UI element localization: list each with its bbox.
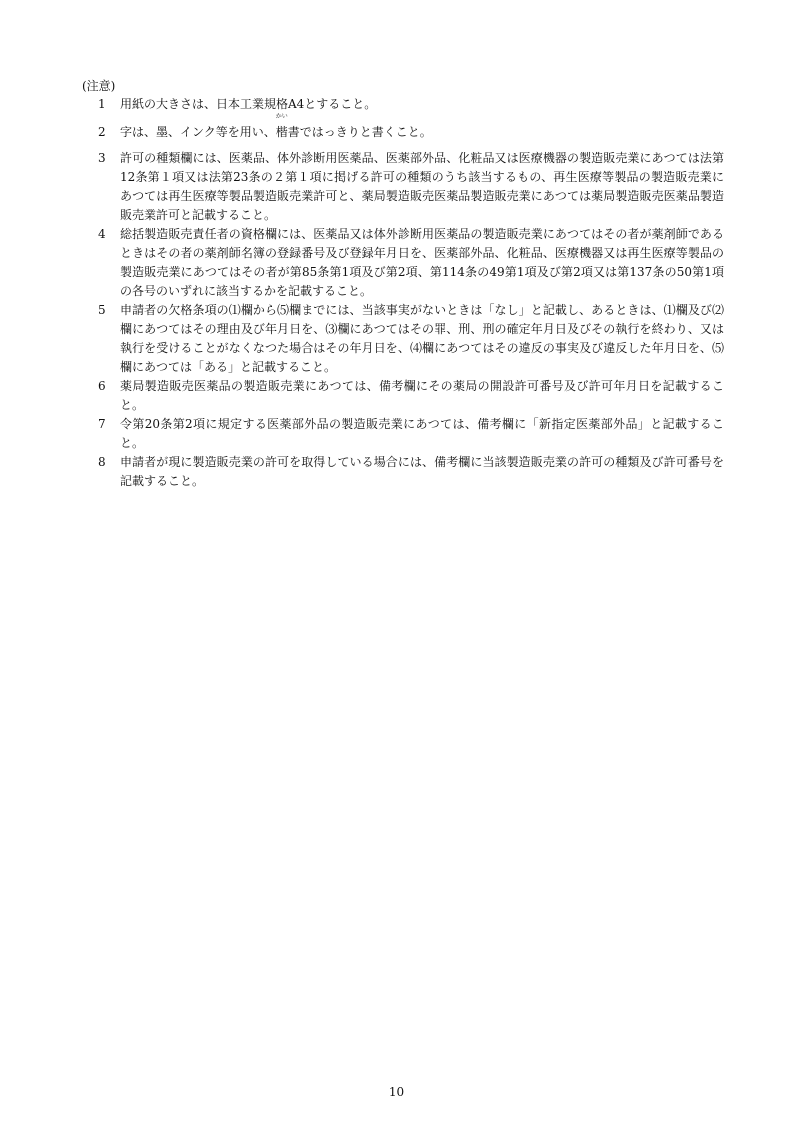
note-text-after: 書ではっきりと書くこと。 [287,125,432,139]
notes-list [98,95,724,491]
note-number: 4 [98,227,106,241]
note-number: 3 [98,151,106,165]
note-number: 1 [98,97,106,111]
note-item-1 [98,95,724,114]
note-text [114,113,724,142]
note-item-6 [98,377,724,415]
note-text: 令第20条第2項に規定する医薬部外品の製造販売業にあつては、備考欄に「新指定医薬部外品」と記載すること。 [120,417,724,450]
note-number: 6 [98,379,106,393]
note-number: 8 [98,455,106,469]
note-item-2 [98,113,724,142]
note-text: 薬局製造販売医薬品の製造販売業にあつては、備考欄にその薬局の開設許可番号及び許可年月日を記載すること。 [120,379,724,412]
note-text: 申請者の欠格条項の⑴欄から⑸欄までには、当該事実がないときは「なし」と記載し、あるときは、⑴欄及び⑵欄にあつてはその理由及び年月日を、⑶欄にあつてはその罪、刑、刑の確定年月日及びその執行を終わり、又は執行を受けることがなくなつた場合はその年月日を、⑷欄にあつてはその違反の事実及び違反した年月日を、⑸欄にあつては「ある」と記載すること。 [120,303,724,374]
note-item-8 [98,453,724,491]
notes-heading: (注意) [82,79,116,93]
note-text: 許可の種類欄には、医薬品、体外診断用医薬品、医薬部外品、化粧品又は医療機器の製造販売業にあつては法第12条第１項又は法第23条の２第１項に掲げる許可の種類のうち該当するもの、再生医療等製品の製造販売業にあつては再生医療等製品製造販売業許可と、薬局製造販売医薬品製造販売業にあつては薬局製造販売医薬品製造販売業許可と記載すること。 [120,151,724,222]
ruby-reading: かい [275,113,288,120]
ruby-annotation [275,113,288,142]
note-number: 2 [98,125,106,139]
ruby-base: 楷 [275,125,288,139]
note-item-4 [98,225,724,301]
note-number: 7 [98,417,106,431]
page-number: 10 [388,1085,405,1099]
note-item-3 [98,149,724,225]
note-text: 用紙の大きさは、日本工業規格A4とすること。 [120,97,377,111]
note-text-before: 字は、墨、インク等を用い、 [120,125,276,139]
note-item-7 [98,415,724,453]
note-item-5 [98,301,724,377]
note-number: 5 [98,303,106,317]
note-text: 申請者が現に製造販売業の許可を取得している場合には、備考欄に当該製造販売業の許可の種類及び許可番号を記載すること。 [120,455,724,488]
note-text: 総括製造販売責任者の資格欄には、医薬品又は体外診断用医薬品の製造販売業にあつてはその者が薬剤師であるときはその者の薬剤師名簿の登録番号及び登録年月日を、医薬部外品、化粧品、医療機器又は再生医療等製品の製造販売業にあつてはその者が第85条第1項及び第2項、第114条の49第1項及び第2項又は第137条の50第1項の各号のいずれに該当するかを記載すること。 [120,227,724,298]
